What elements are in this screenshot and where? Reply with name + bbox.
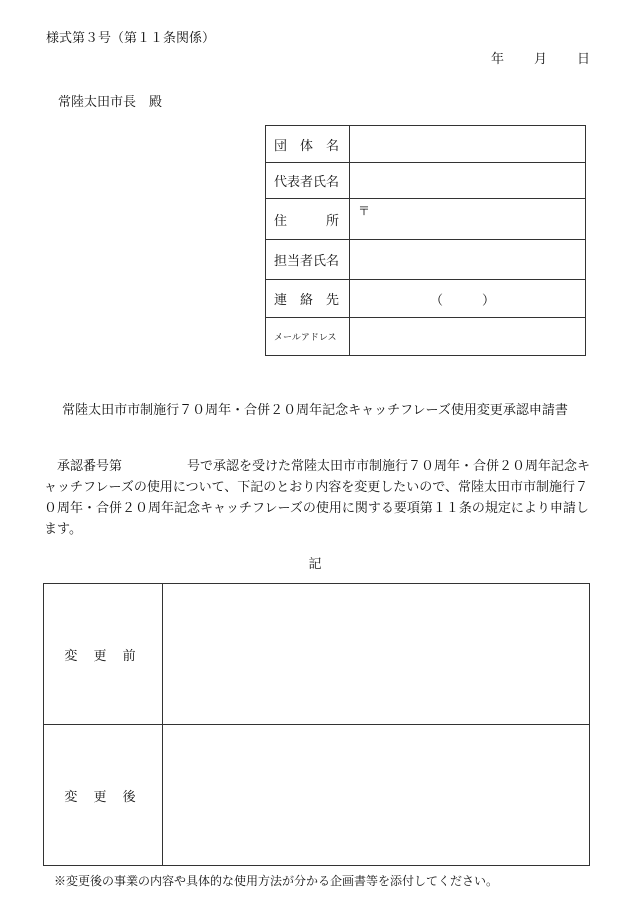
applicant-row-contact-person — [266, 240, 586, 280]
date-day-label: 日 — [576, 52, 590, 67]
phone-label: 連 絡 先 — [266, 280, 350, 318]
applicant-row-email — [266, 318, 586, 356]
date-year-label: 年 — [490, 52, 504, 67]
applicant-row-group-name — [266, 126, 586, 163]
applicant-row-representative — [266, 163, 586, 199]
change-table — [43, 583, 590, 866]
change-row-after — [44, 725, 590, 866]
contact-person-field[interactable] — [350, 240, 586, 280]
group-name-field[interactable] — [350, 126, 586, 163]
addressee: 常陸太田市長 殿 — [58, 95, 163, 110]
after-change-field[interactable] — [163, 725, 590, 866]
before-change-field[interactable] — [163, 584, 590, 725]
document-title: 常陸太田市市制施行７０周年・合併２０周年記念キャッチフレーズ使用変更承認申請書 — [62, 403, 568, 418]
date-month-label: 月 — [533, 52, 547, 67]
address-field[interactable] — [350, 199, 586, 240]
email-label: メールアドレス — [266, 318, 350, 356]
form-number: 様式第３号（第１１条関係） — [46, 31, 216, 46]
footnote: ※変更後の事業の内容や具体的な使用方法が分かる企画書等を添付してください。 — [54, 874, 499, 888]
representative-name-label: 代表者氏名 — [266, 163, 350, 199]
group-name-label: 団 体 名 — [266, 126, 350, 163]
before-change-label: 変 更 前 — [44, 584, 163, 725]
applicant-table — [265, 125, 586, 356]
date-line — [491, 48, 590, 67]
email-field[interactable] — [350, 318, 586, 356]
after-change-label: 変 更 後 — [44, 725, 163, 866]
phone-parens: （ ） — [430, 293, 496, 308]
body-text: 承認番号第 号で承認を受けた常陸太田市市制施行７０周年・合併２０周年記念キャッチフレーズの使用について、下記のとおり内容を変更したいので、常陸太田市市制施行７０周年・合併２０周年記念キャッチフレーズの使用に関する要項第１１条の規定により申請します。 — [44, 459, 591, 537]
address-label: 住 所 — [266, 199, 350, 240]
contact-person-label: 担当者氏名 — [266, 240, 350, 280]
representative-name-field[interactable] — [350, 163, 586, 199]
ki-heading: 記 — [308, 557, 322, 572]
applicant-row-phone — [266, 280, 586, 318]
phone-field[interactable] — [350, 280, 586, 318]
change-row-before — [44, 584, 590, 725]
applicant-row-address — [266, 199, 586, 240]
postal-mark: 〒 — [358, 204, 371, 218]
